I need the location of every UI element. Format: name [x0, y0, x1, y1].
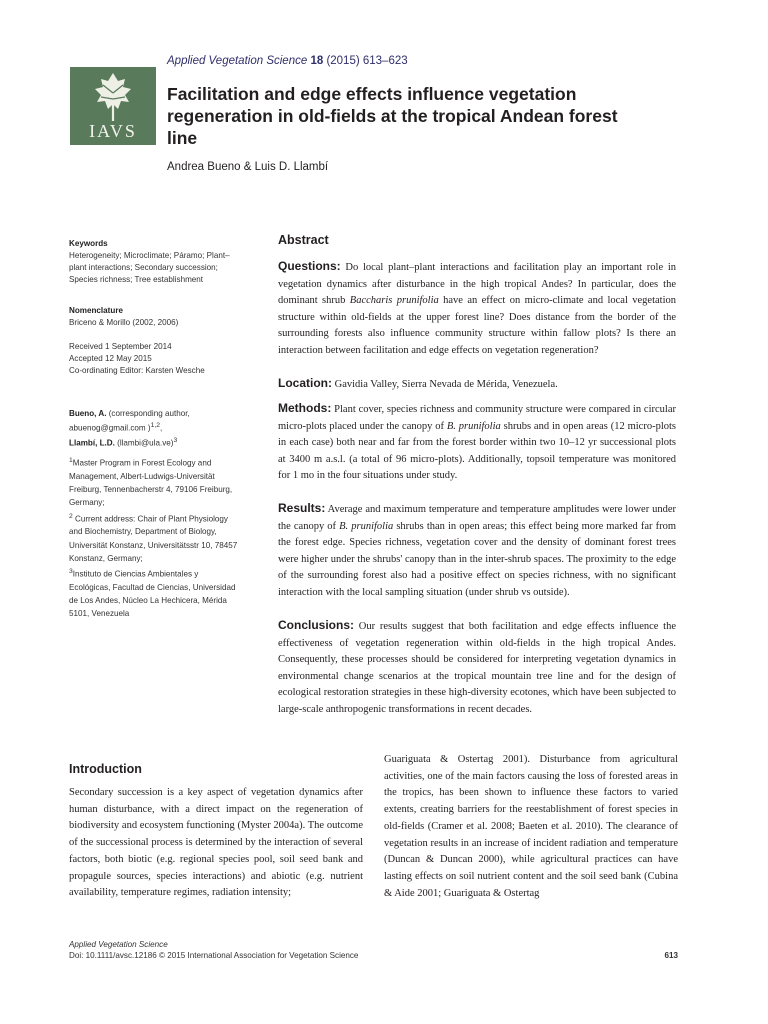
methods-text-b: shrubs and in open areas (12 micro-plots in each case) both near and far from the forest border within two 10–12 yr successional plots at 3400 m a.s.l. (a total of 96 micro-plots). Additionally, topsoil temperature was monitored for 1 mo in the four situations under study.: [278, 420, 676, 482]
leaf-icon: [92, 71, 134, 123]
nomenclature-block: [69, 305, 265, 329]
affil-line: Ecológicas, Facultad de Ciencias, Universidad: [69, 582, 236, 592]
abstract-results: [278, 500, 676, 602]
keywords-line: plant interactions; Secondary succession;: [69, 263, 218, 272]
paper-title: Facilitation and edge effects influence vegetation regeneration in old-fields at the tropical Andean forest line: [167, 84, 618, 148]
journal-name: Applied Vegetation Science: [167, 55, 308, 67]
author2-email[interactable]: (llambi@ula.ve): [114, 438, 174, 448]
dates-block: [69, 341, 265, 377]
affil-line: de Los Andes, Núcleo La Hechicera, Mérida: [69, 596, 227, 606]
abstract-conclusions: [278, 617, 676, 719]
author2-affil-sup: 3: [173, 436, 178, 444]
author2-name: Llambí, L.D.: [69, 438, 115, 448]
nomenclature-heading: Nomenclature: [69, 306, 123, 315]
nomenclature-text: Briceno & Morillo (2002, 2006): [69, 318, 179, 327]
affiliations-block: [69, 454, 265, 621]
affil-line: Germany;: [69, 498, 105, 508]
results-label: Results:: [278, 501, 326, 515]
methods-text-a: Plant cover, species richness and community structure were compared in circular micro-plots placed under the canopy of: [278, 404, 676, 432]
journal-volume: 18: [310, 55, 324, 67]
keywords-line: Heterogeneity; Microclimate; Páramo; Plant–: [69, 251, 230, 260]
affil-line: Universität Konstanz, Universitätsstr 10, 78457: [69, 540, 238, 550]
results-text-b: shrubs than in open areas; this effect being more marked far from the forest edge. Species richness, vegetation cover and the density of dominant forest trees were higher under the shrubs' canopy than in the inter-shrub spaces. The proximity to the edge of the surrounding forest also had a positive effect on species richness, with no significant interaction with the local sampling situation (under shrub vs outside).: [278, 520, 676, 598]
abstract-questions: [278, 258, 676, 360]
abstract-location: [278, 375, 676, 394]
body-column-right: [384, 752, 678, 902]
affil-line: Master Program in Forest Ecology and: [72, 458, 212, 468]
conclusions-label: Conclusions:: [278, 618, 355, 632]
location-text: Gavidia Valley, Sierra Nevada de Mérida, Venezuela.: [332, 379, 558, 390]
affil-line: Management, Albert-Ludwigs-Universität: [69, 471, 215, 481]
correspondence-block: Bueno, A. (corresponding author, abuenog@gmail.com )$^{1,2}$, Llambí, L.D. (llambi@ula.ve)$^3$: [69, 409, 190, 448]
methods-species: B. prunifolia: [446, 420, 501, 432]
page-number: 613: [664, 951, 678, 960]
logo-text: IAVS: [89, 121, 137, 141]
affil-line: Current address: Chair of Plant Physiology: [72, 514, 228, 524]
author1-name: Bueno, A.: [69, 409, 107, 418]
introduction-heading: Introduction: [69, 762, 142, 776]
iavs-logo: [70, 67, 156, 145]
footer-journal: Applied Vegetation Science: [69, 940, 168, 949]
footer-doi[interactable]: Doi: 10.1111/avsc.12186 © 2015 International Association for Vegetation Science: [69, 951, 359, 960]
affil-sup: 2: [69, 512, 73, 520]
journal-year-pages: (2015) 613–623: [326, 55, 408, 67]
author1-email[interactable]: abuenog@gmail.com ): [69, 423, 151, 433]
keywords-block: [69, 238, 265, 286]
affil-line: 5101, Venezuela: [69, 609, 130, 619]
affil-line: and Biochemistry, Department of Biology,: [69, 527, 217, 537]
received-date: Received 1 September 2014: [69, 342, 172, 351]
location-label: Location:: [278, 376, 332, 390]
author-list: Andrea Bueno & Luis D. Llambí: [167, 161, 329, 173]
affil-line: Freiburg, Tennenbacherstr 4, 79106 Freiburg,: [69, 485, 233, 495]
questions-text-a: Do local plant–plant interactions and facilitation play an important role in vegetation dynamics after disturbance in the high tropical Andes? In particular, does the dominant shrub: [278, 262, 676, 307]
affil-sup: 3: [69, 568, 73, 575]
affil-sup: 1: [69, 457, 73, 464]
questions-label: Questions:: [278, 259, 341, 273]
coordinating-editor: Co-ordinating Editor: Karsten Wesche: [69, 366, 205, 375]
results-text-a: Average and maximum temperature and temperature amplitudes were lower under the canopy of: [278, 504, 676, 532]
questions-species: Baccharis prunifolia: [349, 295, 439, 307]
accepted-date: Accepted 12 May 2015: [69, 354, 152, 363]
body-column-left: [69, 785, 363, 902]
conclusions-text: Our results suggest that both facilitation and edge effects influence the effectiveness of vegetation regeneration within old-fields in the high tropical Andes. Consequently, these processes should be considered for interpreting vegetation dynamics in environmental change scenarios at the tropical mountain tree line and for the design of ecological restoration strategies in these high-diversity ecotones, which have been subjected to large-scale anthropogenic transformations in recent decades.: [278, 621, 676, 715]
keywords-heading: Keywords: [69, 239, 108, 248]
journal-citation: [167, 55, 408, 67]
abstract-heading: Abstract: [278, 233, 329, 247]
author1-affil-sup: 1,2: [150, 422, 160, 429]
questions-text-b: have an effect on micro-climate and local vegetation structure within old-fields at the upper forest line? Does distance from the border of the surrounding forests also influence community structure within fallow plots? Is there an interaction between facilitation and edge effects on vegetation regeneration?: [278, 295, 676, 356]
author1-note: (corresponding author,: [106, 409, 190, 418]
intro-paragraph: Secondary succession is a key aspect of vegetation dynamics after human disturbance, with a direct impact on the regeneration of biodiversity and ecosystem functioning (Myster 2004a). The outcome of the successional process is determined by the interaction of several factors, both biotic (e.g. regional species pool, soil seed bank and propagule sources, species interactions) and abiotic (e.g. nutrient availability, temperature regimes, radiation intensity;: [69, 787, 363, 899]
keywords-line: Species richness; Tree establishment: [69, 275, 204, 284]
intro-paragraph-continued: Guariguata & Ostertag 2001). Disturbance from agricultural activities, one of the main factors causing the loss of forested areas in the tropics, has been shown to influence these factors to varied extents, creating barriers for the reestablishment of forest species in old-fields (Cramer et al. 2008; Baeten et al. 2010). The clearance of vegetation results in an increase of incident radiation and temperature (Duncan & Duncan 2000), while agricultural practices can have lasting effects on soil nutrient content and the soil seed bank (Cubina & Aide 2001; Guariguata & Ostertag: [384, 754, 678, 899]
abstract-methods: [278, 400, 676, 485]
affil-line: Konstanz, Germany;: [69, 553, 143, 563]
methods-label: Methods:: [278, 401, 332, 415]
results-species: B. prunifolia: [339, 520, 394, 532]
affil-line: Instituto de Ciencias Ambientales y: [72, 569, 199, 579]
